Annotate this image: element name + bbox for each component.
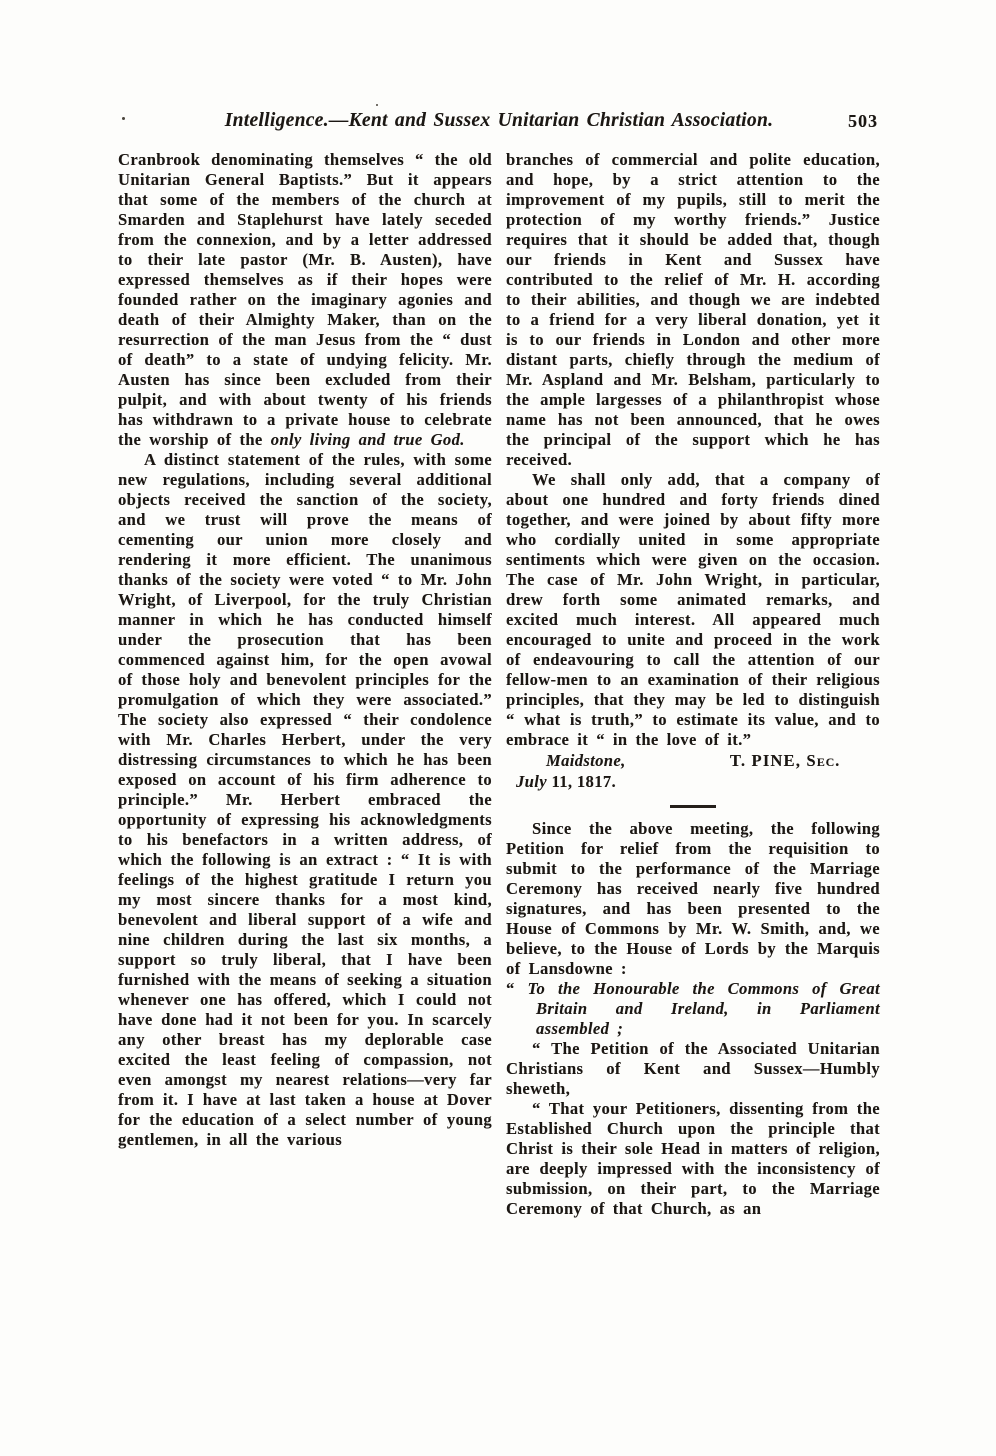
page-header <box>118 110 880 140</box>
ink-speck <box>376 104 378 106</box>
text-columns <box>118 150 880 1219</box>
paragraph: Since the above meeting, the following Petition for relief from the requisition to submit to the performance of the Marriage Ceremony has received nearly five hundred signatures, and has been presented to the House of Commons by Mr. W. Smith, and, we believe, to the House of Lords by the Marquis of Lansdowne : <box>506 819 880 978</box>
section-divider <box>670 805 716 808</box>
paragraph <box>118 150 492 450</box>
signature-name: T. PINE, Sec. <box>729 751 840 770</box>
signature-line <box>506 750 880 771</box>
right-column <box>506 150 880 1219</box>
paragraph: branches of commercial and polite education, and hope, by a strict attention to the improvement of my pupils, still to merit the protection of my worthy friends.” Justice requires that it should be added that, though our friends in Kent and Sussex have contributed to the relief of Mr. H. according to their abilities, and though we are indebted to a friend for a very liberal donation, yet it is to our friends in London and other more distant parts, chiefly through the medium of Mr. Aspland and Mr. Belsham, particularly to the ample largesses of a philanthropist whose name has not been announced, that he owes the principal of the support which he has received. <box>506 150 880 469</box>
page-number: 503 <box>848 111 878 131</box>
italic-phrase: only living and true God. <box>270 430 465 449</box>
left-column <box>118 150 492 1219</box>
paragraph-text: Cranbrook denominating themselves “ the old Unitarian General Baptists.” But it appears that some of the members of the church at Smarden and Staplehurst have lately seceded from the connexion, and by a letter addressed to their late pastor (Mr. B. Austen), have expressed themselves as if their hopes were founded rather on the imaginary agonies and death of their Almighty Maker, than on the resurrection of the man Jesus from the “ dust of death” to a state of undying felicity. Mr. Austen has since been excluded from their pulpit, and with about twenty of his friends has withdrawn to a private house to celebrate the worship of the <box>118 150 492 449</box>
signature-date: July 11, 1817. <box>516 772 617 791</box>
paragraph: A distinct statement of the rules, with some new regulations, including several additional objects received the sanction of the society, and we trust will prove the means of cementing our union more closely and rendering it more efficient. The unanimous thanks of the society were voted “ to Mr. John Wright, of Liverpool, for the truly Christian manner in which he has conducted himself under the prosecution that has been commenced against him, for the open avowal of those holy and benevolent principles for the promulgation of which they were associated.” The society also expressed “ their condolence with Mr. Charles Herbert, under the very distressing circumstances to which he has been exposed on account of his firm adherence to principle.” Mr. Herbert embraced the opportunity of expressing his acknowledgments to his benefactors in a written address, of which the following is an extract : “ It is with feelings of the highest gratitude I return you my most sincere thanks for a most kind, benevolent and liberal support of a wife and nine children during the last six months, a support so truly liberal, that I have been furnished with the means of seeking a situation whenever one has offered, which I could not have done had it not been for you. In scarcely any other breast has my deplorable case excited the least feeling of compassion, not even amongst my nearest relations—very far from it. I have at last taken a house at Dover for the education of a select number of young gentlemen, in all the various <box>118 450 492 1149</box>
signature-title-smallcaps: ec. <box>816 751 840 770</box>
paragraph: “ That your Petitioners, dissenting from the Established Church upon the principle that Christ is their sole Head in matters of religion, are deeply impressed with the inconsistency of submission, on their part, to the Marriage Ceremony of that Church, as an <box>506 1099 880 1218</box>
opening-quote: “ <box>506 979 528 998</box>
paragraph: “ The Petition of the Associated Unitarian Christians of Kent and Sussex—Humbly sheweth, <box>506 1039 880 1098</box>
petition-heading <box>506 979 880 1039</box>
paragraph: We shall only add, that a company of about one hundred and forty friends dined together, and were joined by about fifty more who cordially united in some appropriate sentiments which were given on the occasion. The case of Mr. John Wright, in particular, drew forth some animated remarks, and excited much interest. All appeared much encouraged to unite and proceed in the work of endeavouring to call the attention of our fellow-men to an examination of their religious principles, that they may be led to distinguish “ what is truth,” to estimate its value, and to embrace it “ in the love of it.” <box>506 470 880 749</box>
running-title: Intelligence.—Kent and Sussex Unitarian Christian Association. <box>224 110 774 131</box>
signature-date-month: July <box>516 772 547 791</box>
petition-heading-italic: To the Honourable the Commons of Great Britain and Ireland, in Parliament assembled ; <box>527 979 880 1038</box>
signature-place: Maidstone, <box>546 751 626 770</box>
